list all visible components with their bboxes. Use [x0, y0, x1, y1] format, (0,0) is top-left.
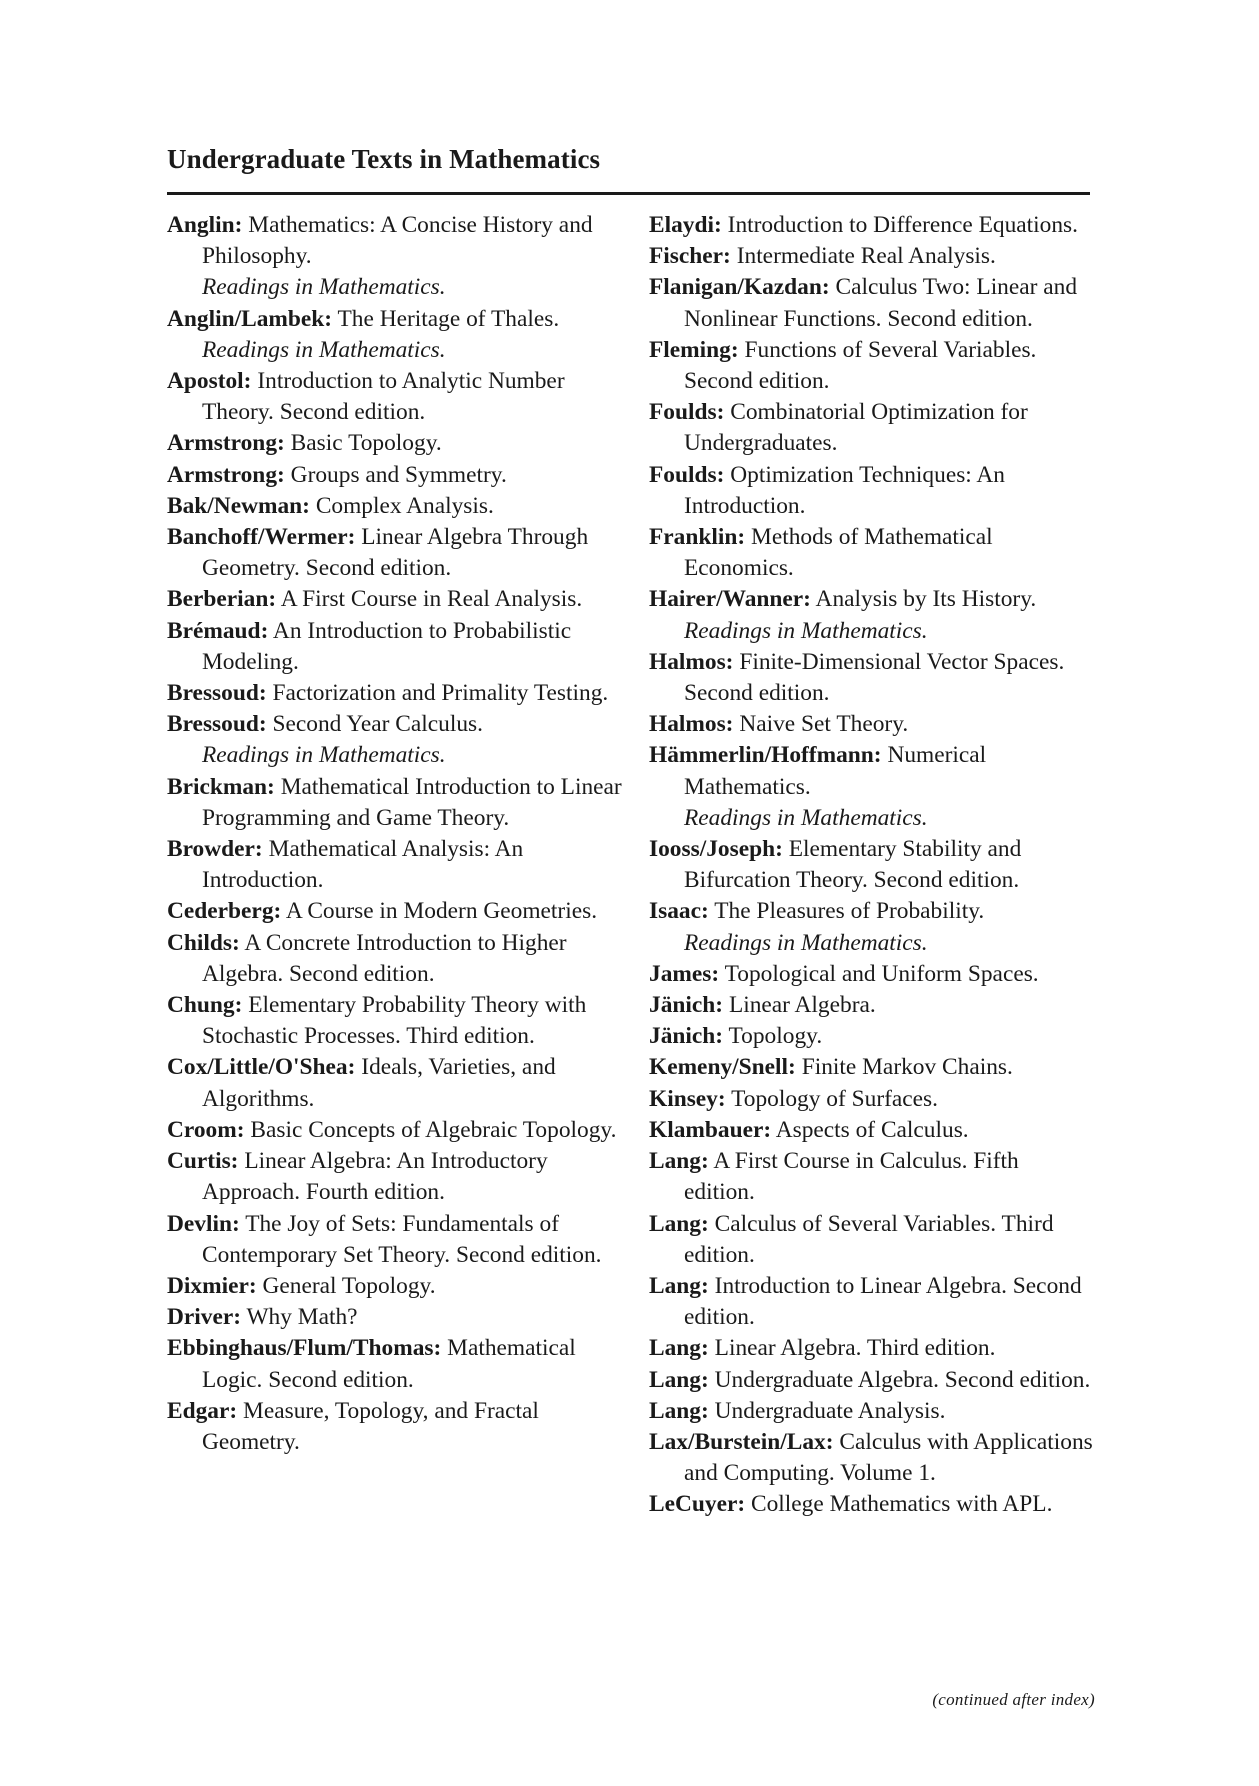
author-name: Lang: — [649, 1210, 709, 1237]
author-name: Chung: — [167, 992, 243, 1019]
book-entry — [167, 896, 627, 927]
book-title: Mathematics: A Concise History and Philosophy. — [202, 212, 593, 270]
author-name: Lang: — [649, 1272, 709, 1299]
header-rule — [167, 192, 1090, 195]
book-entry — [167, 460, 627, 491]
book-title: Complex Analysis. — [315, 492, 494, 519]
book-title: Optimization Techniques: An Introduction. — [684, 461, 1005, 519]
book-entry — [167, 1271, 627, 1302]
book-title: An Introduction to Probabilistic Modeling. — [202, 617, 572, 675]
book-entry — [649, 210, 1094, 241]
book-entry — [167, 1302, 627, 1333]
author-name: Bressoud: — [167, 680, 267, 707]
book-entry — [649, 460, 1094, 522]
book-entry — [649, 834, 1094, 896]
author-name: Iooss/Joseph: — [649, 836, 783, 863]
book-entry — [649, 1146, 1094, 1208]
book-entry — [167, 1396, 627, 1458]
book-entry — [649, 740, 1094, 834]
book-title: Calculus of Several Variables. Third edition. — [684, 1210, 1054, 1268]
series-note: Readings in Mathematics. — [202, 336, 446, 363]
book-entry — [167, 678, 627, 709]
author-name: Armstrong: — [167, 461, 285, 488]
book-title: College Mathematics with APL. — [751, 1491, 1053, 1518]
book-entry — [167, 616, 627, 678]
author-name: Croom: — [167, 1116, 245, 1143]
author-name: Kemeny/Snell: — [649, 1054, 796, 1081]
book-entry — [167, 304, 627, 366]
author-name: Lang: — [649, 1335, 709, 1362]
author-name: Edgar: — [167, 1397, 238, 1424]
book-entry — [167, 1052, 627, 1114]
book-title: Combinatorial Optimization for Undergraduates. — [684, 399, 1028, 457]
author-name: LeCuyer: — [649, 1491, 746, 1518]
book-entry — [649, 896, 1094, 958]
author-name: Fischer: — [649, 243, 731, 270]
book-entry — [649, 709, 1094, 740]
book-entry — [649, 1271, 1094, 1333]
author-name: Devlin: — [167, 1210, 240, 1237]
book-title: The Heritage of Thales. — [337, 305, 560, 332]
book-title: Analysis by Its History. — [815, 586, 1037, 613]
author-name: Banchoff/Wermer: — [167, 524, 356, 551]
book-title: Linear Algebra Through Geometry. Second edition. — [202, 524, 589, 582]
book-entry — [167, 1146, 627, 1208]
book-entry — [649, 1209, 1094, 1271]
page-title: Undergraduate Texts in Mathematics — [167, 144, 601, 174]
book-title: Undergraduate Algebra. Second edition. — [714, 1366, 1091, 1393]
book-title: Introduction to Linear Algebra. Second edition. — [684, 1272, 1082, 1331]
author-name: Dixmier: — [167, 1272, 257, 1299]
book-entry — [167, 210, 627, 304]
book-title: Calculus with Applications and Computing. Volume 1. — [684, 1428, 1093, 1487]
author-name: Foulds: — [649, 461, 725, 488]
book-entry — [649, 1084, 1094, 1115]
book-entry — [649, 241, 1094, 272]
book-title: Aspects of Calculus. — [775, 1116, 969, 1143]
author-name: Ebbinghaus/Flum/Thomas: — [167, 1335, 442, 1362]
book-title: Numerical Mathematics. — [684, 742, 987, 800]
book-title: The Joy of Sets: Fundamentals of Contemporary Set Theory. Second edition. — [202, 1210, 602, 1268]
book-entry — [649, 1021, 1094, 1052]
book-title: Functions of Several Variables. Second edition. — [684, 336, 1037, 395]
book-title: Mathematical Introduction to Linear Programming and Game Theory. — [202, 773, 622, 831]
author-name: Armstrong: — [167, 430, 285, 457]
series-note: Readings in Mathematics. — [684, 929, 928, 956]
book-entry — [649, 272, 1094, 334]
author-name: Fleming: — [649, 336, 739, 363]
book-title: Factorization and Primality Testing. — [272, 680, 609, 707]
author-name: Klambauer: — [649, 1116, 772, 1143]
book-title: Calculus Two: Linear and Nonlinear Functions. Second edition. — [684, 274, 1078, 332]
author-name: Jänich: — [649, 1023, 724, 1050]
author-name: Cox/Little/O'Shea: — [167, 1054, 356, 1081]
author-name: Brickman: — [167, 773, 275, 800]
author-name: Foulds: — [649, 399, 725, 426]
author-name: Lang: — [649, 1366, 709, 1393]
author-name: Anglin/Lambek: — [167, 305, 333, 332]
footer-note: (continued after index) — [932, 1690, 1095, 1709]
book-title: Topological and Uniform Spaces. — [724, 960, 1039, 987]
book-title: A Course in Modern Geometries. — [285, 898, 598, 925]
book-title: Topology of Surfaces. — [731, 1085, 938, 1112]
author-name: Lax/Burstein/Lax: — [649, 1428, 834, 1455]
book-title: Linear Algebra. Third edition. — [714, 1335, 996, 1362]
author-name: Berberian: — [167, 586, 277, 613]
series-note: Readings in Mathematics. — [684, 804, 928, 831]
book-title: A First Course in Calculus. Fifth edition. — [684, 1148, 1019, 1206]
author-name: Franklin: — [649, 524, 746, 551]
book-entry — [649, 522, 1094, 584]
author-name: Hämmerlin/Hoffmann: — [649, 742, 882, 769]
book-entry — [649, 959, 1094, 990]
series-note: Readings in Mathematics. — [202, 742, 446, 769]
author-name: Jänich: — [649, 992, 724, 1019]
book-title: Mathematical Logic. Second edition. — [202, 1335, 576, 1393]
book-title: Basic Concepts of Algebraic Topology. — [250, 1116, 617, 1143]
book-entry — [167, 772, 627, 834]
book-entry — [167, 709, 627, 771]
author-name: Cederberg: — [167, 898, 282, 925]
book-entry — [649, 1427, 1094, 1489]
author-name: Bressoud: — [167, 711, 267, 738]
book-title: Intermediate Real Analysis. — [736, 243, 996, 270]
book-title: Groups and Symmetry. — [290, 461, 507, 488]
book-entry — [649, 1052, 1094, 1083]
book-entry — [167, 366, 627, 428]
book-title: Topology. — [728, 1023, 823, 1050]
author-name: Anglin: — [167, 212, 243, 238]
author-name: Curtis: — [167, 1148, 239, 1175]
book-entry — [649, 1333, 1094, 1364]
author-name: Isaac: — [649, 898, 709, 925]
author-name: Driver: — [167, 1304, 242, 1331]
book-entry — [167, 584, 627, 615]
book-title: Finite Markov Chains. — [801, 1054, 1013, 1081]
author-name: Lang: — [649, 1148, 709, 1175]
book-title: Second Year Calculus. — [272, 711, 484, 738]
book-title: Introduction to Analytic Number Theory. Second edition. — [202, 368, 565, 426]
book-entry — [167, 1333, 627, 1395]
author-name: Childs: — [167, 929, 240, 956]
book-title: Linear Algebra: An Introductory Approach. Fourth edition. — [202, 1148, 548, 1206]
right-column — [649, 210, 1094, 1521]
author-name: Lang: — [649, 1397, 709, 1424]
book-entry — [167, 1115, 627, 1146]
book-entry — [167, 522, 627, 584]
book-entry — [649, 990, 1094, 1021]
book-title: Why Math? — [246, 1304, 358, 1331]
author-name: Halmos: — [649, 648, 734, 675]
book-title: Elementary Probability Theory with Stochastic Processes. Third edition. — [202, 992, 587, 1050]
book-title: Naive Set Theory. — [739, 711, 909, 738]
series-note: Readings in Mathematics. — [684, 617, 928, 644]
book-entry — [167, 928, 627, 990]
book-entry — [649, 1115, 1094, 1146]
author-name: Apostol: — [167, 368, 252, 395]
book-title: Finite-Dimensional Vector Spaces. Second edition. — [684, 648, 1065, 707]
book-title: Measure, Topology, and Fractal Geometry. — [202, 1397, 539, 1455]
author-name: Browder: — [167, 836, 263, 863]
author-name: Brémaud: — [167, 617, 269, 644]
book-title: Methods of Mathematical Economics. — [684, 524, 993, 582]
author-name: Elaydi: — [649, 212, 722, 238]
book-title: Undergraduate Analysis. — [714, 1397, 946, 1424]
author-name: Bak/Newman: — [167, 492, 310, 519]
book-entry — [649, 584, 1094, 646]
book-title: A Concrete Introduction to Higher Algebra. Second edition. — [202, 929, 567, 987]
author-name: Halmos: — [649, 711, 734, 738]
author-name: Kinsey: — [649, 1085, 726, 1112]
series-note: Readings in Mathematics. — [202, 274, 446, 301]
book-entry — [649, 1365, 1094, 1396]
book-entry — [167, 1209, 627, 1271]
book-entry — [649, 1489, 1094, 1520]
book-entry — [167, 428, 627, 459]
book-entry — [649, 647, 1094, 709]
author-name: Flanigan/Kazdan: — [649, 274, 830, 301]
book-title: Elementary Stability and Bifurcation Theory. Second edition. — [684, 836, 1022, 894]
left-column — [167, 210, 627, 1458]
book-title: A First Course in Real Analysis. — [280, 586, 583, 613]
book-entry — [167, 990, 627, 1052]
book-entry — [649, 1396, 1094, 1427]
book-title: Introduction to Difference Equations. — [727, 212, 1078, 238]
book-title: Basic Topology. — [290, 430, 442, 457]
book-entry — [167, 834, 627, 896]
book-entry — [649, 397, 1094, 459]
book-title: General Topology. — [262, 1272, 436, 1299]
author-name: Hairer/Wanner: — [649, 586, 811, 613]
book-title: The Pleasures of Probability. — [714, 898, 985, 925]
book-entry — [649, 335, 1094, 397]
book-entry — [167, 491, 627, 522]
book-title: Linear Algebra. — [728, 992, 876, 1019]
book-title: Ideals, Varieties, and Algorithms. — [202, 1054, 556, 1112]
author-name: James: — [649, 960, 720, 987]
book-title: Mathematical Analysis: An Introduction. — [202, 836, 524, 894]
